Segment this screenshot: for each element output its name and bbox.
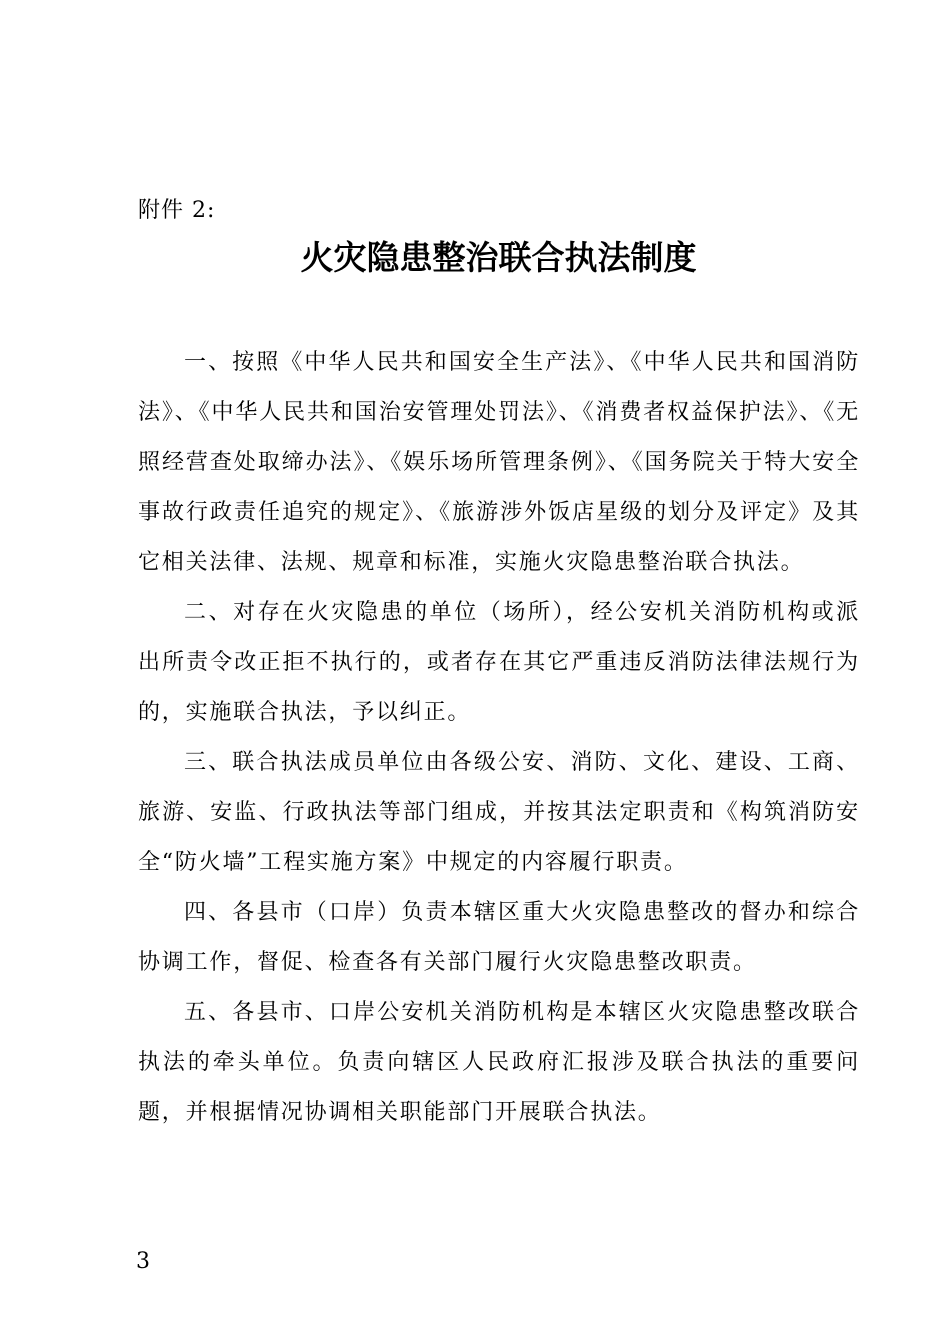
page-number: 3 bbox=[136, 1249, 150, 1274]
document-body bbox=[138, 338, 860, 1138]
paragraph-3: 三、联合执法成员单位由各级公安、消防、文化、建设、工商、旅游、安监、行政执法等部门组成，并按其法定职责和《构筑消防安全“防火墙”工程实施方案》中规定的内容履行职责。 bbox=[138, 750, 860, 875]
attachment-label: 附件 2: bbox=[138, 198, 216, 223]
document-title: 火灾隐患整治联合执法制度 bbox=[300, 238, 697, 277]
paragraph-5: 五、各县市、口岸公安机关消防机构是本辖区火灾隐患整改联合执法的牵头单位。负责向辖区人民政府汇报涉及联合执法的重要问题，并根据情况协调相关职能部门开展联合执法。 bbox=[138, 1000, 860, 1125]
paragraph-2: 二、对存在火灾隐患的单位（场所），经公安机关消防机构或派出所责令改正拒不执行的，或者存在其它严重违反消防法律法规行为的，实施联合执法，予以纠正。 bbox=[138, 600, 860, 725]
paragraph-4: 四、各县市（口岸）负责本辖区重大火灾隐患整改的督办和综合协调工作，督促、检查各有关部门履行火灾隐患整改职责。 bbox=[138, 900, 860, 975]
paragraph-1: 一、按照《中华人民共和国安全生产法》、《中华人民共和国消防法》、《中华人民共和国治安管理处罚法》、《消费者权益保护法》、《无照经营查处取缔办法》、《娱乐场所管理条例》、《国务院关于特大安全事故行政责任追究的规定》、《旅游涉外饭店星级的划分及评定》及其它相关法律、法规、规章和标准，实施火灾隐患整治联合执法。 bbox=[138, 350, 860, 575]
